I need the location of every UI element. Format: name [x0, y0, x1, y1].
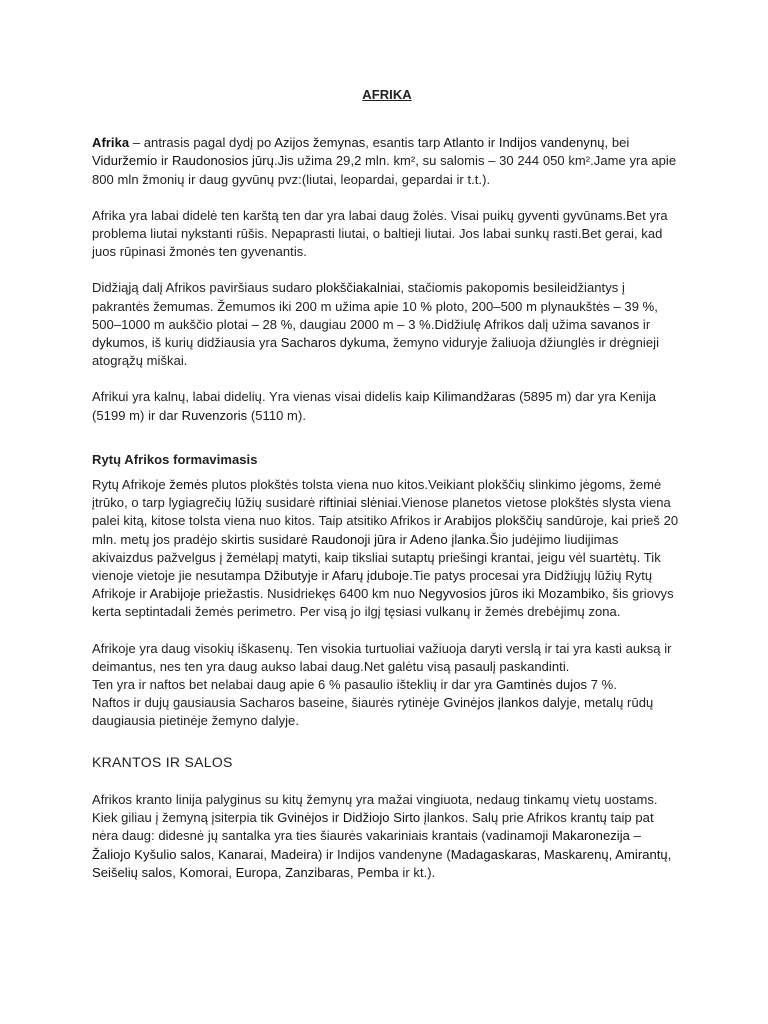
link-zemes[interactable]: žemės	[169, 477, 208, 493]
link-percent[interactable]: %	[419, 316, 431, 332]
text-span: ,	[172, 864, 180, 880]
text-span: plutos plokštės tolsta viena nuo kitos.Veikiant plokščių slinkimo jėgoms, žemė įtrūko, o tarp lygiagrečių lūžių susidarė	[92, 477, 662, 511]
link-ploksciakalniai[interactable]: plokščiakalniai	[315, 280, 401, 296]
link-indijos-vandenynu[interactable]: Indijos vandenynų	[498, 135, 605, 151]
text-span: sandūroje, kai prieš 20 mln. metų jos pradėjo skirtis susidarė	[92, 513, 679, 547]
text-span: ploto, 200–500 m plynaukštės – 39	[432, 298, 643, 314]
text-span: ,	[228, 864, 236, 880]
text-span: dalyje, metalų rūdų daugiausia pietinėje žemyno dalyje.	[92, 695, 654, 729]
text-span: Afrikos kranto linija palyginus su kitų žemynų yra mažai vingiuota, nedaug tinkamų vietų uostams. Kiek giliau į žemyną įsiterpia tik	[92, 791, 658, 826]
paragraph-resources	[92, 640, 682, 731]
link-savanos[interactable]: savanos	[590, 316, 640, 332]
text-span: ,	[210, 846, 219, 862]
paragraph-animals: Afrika yra labai didelė ten karštą ten dar yra labai daug žolės. Visai puikų gyventi gyvūnams.Bet yra problema liutai nykstanti rūšis. Nepaprasti liutai, o baltieji liutai. Jos labai sunkų rasti.Bet gerai, kad juos rūpinasi žmonės ten gyvenantis.	[92, 207, 668, 260]
link-madagaskaras[interactable]: Madagaskaras	[450, 846, 537, 862]
text-span: 7 %.	[587, 677, 617, 693]
link-kanarai[interactable]: Kanarai	[218, 846, 264, 862]
section-heading-formation: Rytų Afrikos formavimasis	[92, 451, 258, 467]
link-arabijos-ploksciu[interactable]: Arabijos plokščių	[444, 513, 543, 529]
link-seiseliu-salos[interactable]: Seišelių salos	[92, 864, 173, 880]
text-span: ,	[536, 846, 544, 862]
text-span: , iš kurių didžiausia yra	[144, 335, 281, 351]
text-span: ,	[608, 846, 616, 862]
link-vidurzemio[interactable]: Viduržemio	[92, 153, 158, 169]
link-kilimandzaras[interactable]: Kilimandžaras	[433, 389, 516, 405]
link-azijos-zemynas[interactable]: Azijos žemynas	[274, 135, 366, 151]
text-span: .Didžiulę Afrikos dalį užima	[430, 316, 591, 332]
link-negyvosios-juros[interactable]: Negyvosios jūros	[418, 586, 519, 602]
text-span: Didžiąją dalį Afrikos paviršiaus sudaro	[92, 280, 316, 296]
link-gamtines-dujos[interactable]: Gamtinės dujos	[496, 677, 588, 693]
link-makaronezija[interactable]: Makaronezija	[552, 828, 630, 844]
paragraph-formation	[92, 476, 682, 622]
text-span: įlankos. Salų prie Afrikos krantų taip pat nėra daug: didesnė jų santalka yra ties šiaurės vakariniais krantais (vadinamoji	[92, 810, 654, 844]
text-span: , 500–1000 m aukščio plotai – 28	[92, 298, 658, 332]
text-span: , daugiau 2000 m – 3	[292, 316, 420, 332]
text-span: , stačiomis pakopomis besileidžiantys į pakrantės žemumas. Žemumos iki 200 m užima apie 10	[92, 280, 625, 314]
link-komorai[interactable]: Komorai	[179, 864, 229, 880]
text-span: ir	[317, 568, 332, 584]
link-didziojo-sirto[interactable]: Didžiojo Sirto	[342, 810, 421, 826]
text-span: ) ir Indijos vandenyne (	[317, 846, 451, 862]
link-percent[interactable]: %	[420, 298, 433, 314]
paragraph-intro	[92, 134, 682, 189]
link-gvinejos-ilankos[interactable]: Gvinėjos įlankos	[443, 695, 539, 711]
text-span: ir	[157, 153, 172, 169]
link-maskarenu[interactable]: Maskarenų	[543, 846, 609, 862]
link-amirantu[interactable]: Amirantų	[615, 846, 668, 862]
paragraph-coasts	[92, 791, 682, 882]
link-riftiniai-sleniai[interactable]: riftiniai slėniai	[318, 495, 398, 511]
text-span: Rytų Afrikoje	[92, 477, 170, 493]
link-dzibutyje[interactable]: Džibutyje	[264, 568, 318, 584]
text-span: ir	[395, 531, 410, 547]
text-span: .Vienose planetos vietose plokštės slysta viena palei kitą, kitose tolsta viena nuo kitos. Taip atsitiko Afrikos ir	[92, 495, 671, 529]
text-span: iki	[518, 586, 539, 602]
link-atlanto[interactable]: Atlanto	[443, 135, 485, 151]
text-span: ,	[263, 846, 271, 862]
text-span: ir	[639, 316, 651, 332]
text-span: ir kt.).	[398, 864, 436, 880]
text-span: Naftos ir dujų gausiausia Sacharos baseine, šiaurės rytinėje	[92, 695, 444, 711]
text-span: –	[629, 828, 641, 844]
text-span: (5110 m).	[247, 407, 306, 423]
text-span: , bei	[604, 135, 630, 151]
link-percent[interactable]: %	[642, 298, 655, 314]
link-percent[interactable]: %	[280, 316, 293, 332]
link-zanzibaras[interactable]: Zanzibaras	[285, 864, 350, 880]
link-madeira[interactable]: Madeira	[270, 846, 318, 862]
text-span: ir	[484, 135, 499, 151]
link-sacharos-dykuma[interactable]: Sacharos dykuma	[280, 335, 386, 351]
text-span: Afrikoje yra daug visokių iškasenų. Ten visokia turtuoliai važiuoja daryti verslą ir tai yra kasti auksą ir deimantus, nes ten yra daug aukso labai daug.Net galėtu visą pasaulį paskandinti.	[92, 640, 672, 674]
link-adeno-ilanka[interactable]: Adeno įlanka	[409, 531, 486, 547]
text-span: ,	[349, 864, 358, 880]
text-span: ,	[667, 846, 672, 862]
document-page	[92, 86, 682, 900]
link-afrika[interactable]: Afrika	[92, 135, 130, 151]
text-span: (5895 m) dar yra Kenija (5199 m) ir dar	[92, 389, 657, 423]
link-pemba[interactable]: Pemba	[357, 864, 399, 880]
document-title: AFRIKA	[362, 87, 412, 102]
text-span: , žemyno viduryje žaliuoja džiunglės ir drėgnieji atogrąžų miškai.	[92, 335, 660, 369]
link-afaru-iduboje[interactable]: Afarų įduboje	[331, 568, 410, 584]
text-span: .Tie patys procesai yra Didžiųjų lūžių Rytų Afrikoje ir	[92, 568, 653, 602]
text-span: ,	[277, 864, 286, 880]
paragraph-relief	[92, 279, 682, 370]
text-span: .Šio judėjimo liudijimas akivaizdus pažvelgus į žemėlapį matyti, kaip tiksliai sutaptų priešingi krantai, jeigu vėl suartėtų. Tik vienoje vietoje jie nesutampa	[92, 531, 661, 584]
text-span: ir	[328, 810, 343, 826]
paragraph-mountains	[92, 388, 682, 424]
link-ruvenzoris[interactable]: Ruvenzoris	[181, 407, 248, 423]
link-raudonoji-jura[interactable]: Raudonoji jūra	[311, 531, 396, 547]
link-zaliojo-kysulio-salos[interactable]: Žaliojo Kyšulio salos	[92, 846, 211, 862]
text-span: , šis griovys kerta septintadali žemės perimetro. Per visą jo ilgį tęsiasi vulkanų ir žemės drebėjimų zona.	[92, 586, 674, 620]
text-span: , esantis tarp	[365, 135, 444, 151]
text-span: – antrasis pagal dydį po	[129, 135, 275, 151]
text-span: Ten yra ir naftos bet nelabai daug apie 6 % pasaulio išteklių ir dar yra	[92, 677, 496, 693]
text-span: priežastis. Nusidriekęs 6400 km nuo	[200, 586, 419, 602]
link-dykumos[interactable]: dykumos	[92, 335, 145, 351]
link-mozambiko[interactable]: Mozambiko	[538, 586, 606, 602]
link-gvinejos[interactable]: Gvinėjos	[277, 810, 329, 826]
text-span: Afrikui yra kalnų, labai didelių. Yra vienas visai didelis kaip	[92, 389, 434, 405]
link-europa[interactable]: Europa	[235, 864, 278, 880]
link-raudonosios-juru[interactable]: Raudonosios jūrų	[171, 153, 274, 169]
section-heading-coasts: KRANTOS IR SALOS	[92, 753, 233, 770]
text-span: .Jis užima 29,2 mln. km², su salomis – 30 244 050 km².Jame yra apie 800 mln žmonių ir daug gyvūnų pvz:(liutai, leopardai, gepardai ir t.t.).	[92, 153, 677, 187]
link-arabijoje[interactable]: Arabijoje	[149, 586, 201, 602]
